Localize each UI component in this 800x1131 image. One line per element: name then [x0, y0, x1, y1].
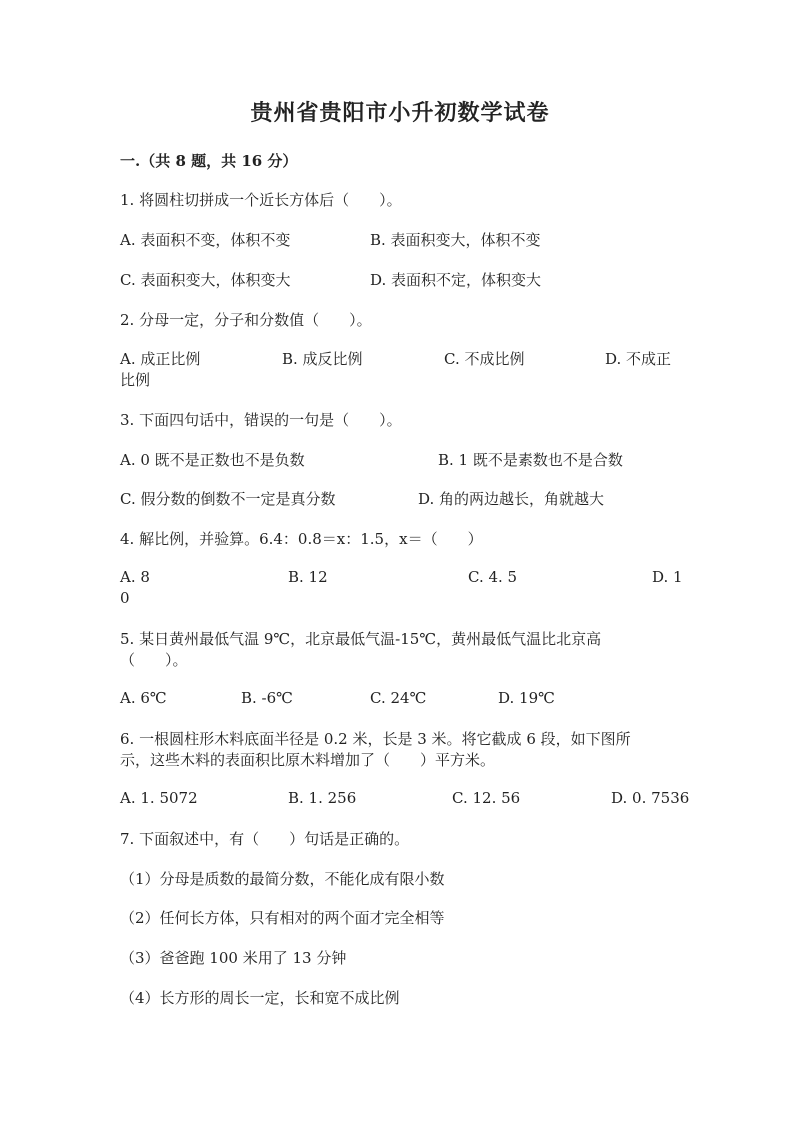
question-5-option-d: D. 19℃ — [498, 689, 555, 707]
question-4-option-d: D. 1 — [652, 568, 683, 586]
question-1-option-b: B. 表面积变大，体积不变 — [370, 231, 541, 249]
question-5-stem-cont: （ ）。 — [120, 651, 188, 669]
question-4-option-a: A. 8 — [120, 568, 150, 586]
question-3-stem: 3. 下面四句话中，错误的一句是（ ）。 — [120, 411, 402, 429]
question-1-option-c: C. 表面积变大，体积变大 — [120, 271, 291, 289]
question-1-stem: 1. 将圆柱切拼成一个近长方体后（ ）。 — [120, 191, 402, 209]
question-6-option-b: B. 1. 256 — [288, 789, 357, 807]
question-4-option-b: B. 12 — [288, 568, 328, 586]
question-2-option-a: A. 成正比例 — [120, 350, 201, 368]
question-3-option-d: D. 角的两边越长，角就越大 — [418, 490, 605, 508]
page-title: 贵州省贵阳市小升初数学试卷 — [250, 100, 550, 126]
question-3-option-c: C. 假分数的倒数不一定是真分数 — [120, 490, 336, 508]
question-6-option-a: A. 1. 5072 — [120, 789, 198, 807]
question-5-option-c: C. 24℃ — [370, 689, 427, 707]
question-1-option-d: D. 表面积不定，体积变大 — [370, 271, 542, 289]
question-2-option-b: B. 成反比例 — [282, 350, 363, 368]
question-6-option-c: C. 12. 56 — [452, 789, 521, 807]
section-heading: 一.（共 8 题，共 16 分） — [120, 152, 298, 170]
question-6-stem: 6. 一根圆柱形木料底面半径是 0.2 米，长是 3 米。将它截成 6 段，如下图所 — [120, 730, 631, 748]
question-6-stem-cont: 示，这些木料的表面积比原木料增加了（ ）平方米。 — [120, 751, 496, 769]
question-1-option-a: A. 表面积不变，体积不变 — [120, 231, 291, 249]
question-2-stem: 2. 分母一定，分子和分数值（ ）。 — [120, 311, 372, 329]
question-6-option-d: D. 0. 7536 — [611, 789, 690, 807]
question-5-option-b: B. -6℃ — [241, 689, 293, 707]
question-7-item-3: （3）爸爸跑 100 米用了 13 分钟 — [120, 949, 347, 967]
question-7-item-4: （4）长方形的周长一定，长和宽不成比例 — [120, 989, 400, 1007]
question-5-option-a: A. 6℃ — [120, 689, 167, 707]
question-7-stem: 7. 下面叙述中，有（ ）句话是正确的。 — [120, 830, 410, 848]
question-5-stem: 5. 某日黄州最低气温 9℃，北京最低气温-15℃，黄州最低气温比北京高 — [120, 630, 602, 648]
question-4-option-d-wrap: 0 — [120, 589, 130, 607]
question-2-option-d: D. 不成正 — [605, 350, 672, 368]
question-3-option-a: A. 0 既不是正数也不是负数 — [120, 451, 305, 469]
question-2-option-d-wrap: 比例 — [120, 371, 151, 389]
question-4-option-c: C. 4. 5 — [468, 568, 518, 586]
question-2-option-c: C. 不成比例 — [444, 350, 525, 368]
question-7-item-2: （2）任何长方体，只有相对的两个面才完全相等 — [120, 909, 445, 927]
question-4-stem: 4. 解比例，并验算。6.4：0.8＝x：1.5，x＝（ ） — [120, 530, 483, 548]
question-7-item-1: （1）分母是质数的最简分数，不能化成有限小数 — [120, 870, 445, 888]
question-3-option-b: B. 1 既不是素数也不是合数 — [438, 451, 623, 469]
